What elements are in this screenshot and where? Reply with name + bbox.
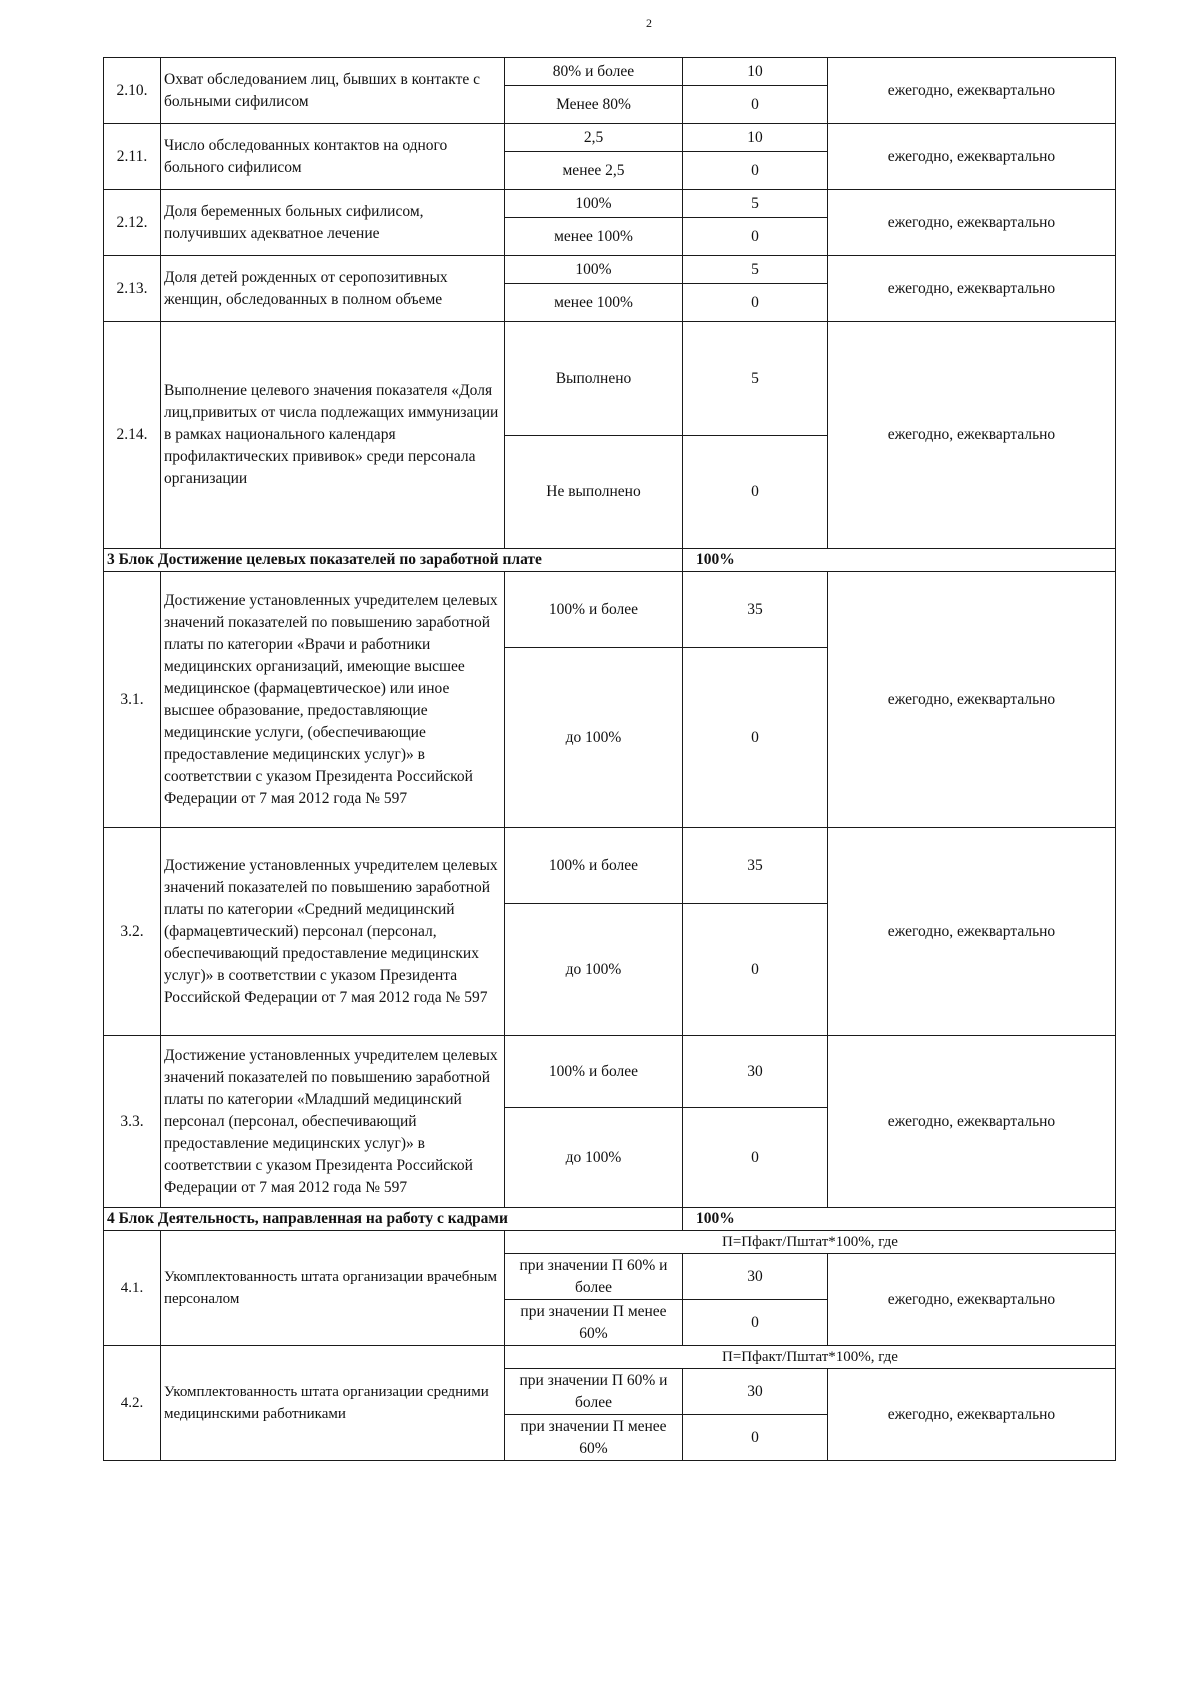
points-value: 0 bbox=[683, 904, 828, 1036]
criterion-value: при значении П 60% и более bbox=[505, 1254, 683, 1300]
points-value: 5 bbox=[683, 256, 828, 284]
criterion-value: менее 100% bbox=[505, 284, 683, 322]
section-title: 4 Блок Деятельность, направленная на работу с кадрами bbox=[104, 1208, 683, 1231]
table-row bbox=[104, 322, 1116, 436]
periodicity: ежегодно, ежеквартально bbox=[828, 256, 1116, 322]
criterion-value: 2,5 bbox=[505, 124, 683, 152]
periodicity: ежегодно, ежеквартально bbox=[828, 322, 1116, 549]
points-value: 0 bbox=[683, 436, 828, 549]
periodicity: ежегодно, ежеквартально bbox=[828, 124, 1116, 190]
periodicity: ежегодно, ежеквартально bbox=[828, 190, 1116, 256]
criteria-document bbox=[103, 57, 1115, 1461]
points-value: 10 bbox=[683, 124, 828, 152]
section-total: 100% bbox=[683, 1208, 1116, 1231]
criterion-value: 100% и более bbox=[505, 828, 683, 904]
row-number: 4.1. bbox=[104, 1231, 161, 1346]
table-row bbox=[104, 256, 1116, 284]
criterion-value: 100% bbox=[505, 190, 683, 218]
table-row bbox=[104, 1036, 1116, 1108]
section-title: 3 Блок Достижение целевых показателей по заработной плате bbox=[104, 549, 683, 572]
row-number: 3.1. bbox=[104, 572, 161, 828]
points-value: 35 bbox=[683, 572, 828, 648]
table-row bbox=[104, 1346, 1116, 1369]
row-number: 2.13. bbox=[104, 256, 161, 322]
section-header-block3 bbox=[104, 549, 1116, 572]
criterion-value: менее 100% bbox=[505, 218, 683, 256]
row-number: 3.2. bbox=[104, 828, 161, 1036]
points-value: 0 bbox=[683, 218, 828, 256]
indicator-description: Число обследованных контактов на одного больного сифилисом bbox=[161, 124, 505, 190]
criterion-value: до 100% bbox=[505, 1108, 683, 1208]
periodicity: ежегодно, ежеквартально bbox=[828, 1369, 1116, 1461]
indicator-description: Достижение установленных учредителем целевых значений показателей по повышению заработной платы по категории «Врачи и работники медицинских организаций, имеющие высшее медицинское (фармацевтическое) или иное высшее образование, предоставляющие медицинские услуги, (обеспечивающие предоставление медицинских услуг)» в соответствии с указом Президента Российской Федерации от 7 мая 2012 года № 597 bbox=[161, 572, 505, 828]
indicator-description: Укомплектованность штата организации средними медицинскими работниками bbox=[161, 1346, 505, 1461]
criterion-value: до 100% bbox=[505, 648, 683, 828]
criterion-value: 100% и более bbox=[505, 1036, 683, 1108]
indicator-description: Укомплектованность штата организации врачебным персоналом bbox=[161, 1231, 505, 1346]
indicator-description: Достижение установленных учредителем целевых значений показателей по повышению заработной платы по категории «Средний медицинский (фармацевтический) персонал (персонал, обеспечивающий предоставление медицинских услуг)» в соответствии с указом Президента Российской Федерации от 7 мая 2012 года № 597 bbox=[161, 828, 505, 1036]
criterion-value: 100% и более bbox=[505, 572, 683, 648]
indicator-description: Доля детей рожденных от серопозитивных женщин, обследованных в полном объеме bbox=[161, 256, 505, 322]
row-number: 3.3. bbox=[104, 1036, 161, 1208]
points-value: 5 bbox=[683, 190, 828, 218]
points-value: 0 bbox=[683, 86, 828, 124]
criterion-value: Не выполнено bbox=[505, 436, 683, 549]
criterion-value: при значении П менее 60% bbox=[505, 1415, 683, 1461]
criterion-value: 80% и более bbox=[505, 58, 683, 86]
table-row bbox=[104, 58, 1116, 86]
section-total: 100% bbox=[683, 549, 1116, 572]
criterion-value: при значении П менее 60% bbox=[505, 1300, 683, 1346]
indicator-description: Доля беременных больных сифилисом, получивших адекватное лечение bbox=[161, 190, 505, 256]
row-number: 4.2. bbox=[104, 1346, 161, 1461]
criterion-value: менее 2,5 bbox=[505, 152, 683, 190]
points-value: 5 bbox=[683, 322, 828, 436]
points-value: 0 bbox=[683, 648, 828, 828]
table-row bbox=[104, 1231, 1116, 1254]
points-value: 35 bbox=[683, 828, 828, 904]
points-value: 0 bbox=[683, 1415, 828, 1461]
indicator-description: Охват обследованием лиц, бывших в контакте с больными сифилисом bbox=[161, 58, 505, 124]
points-value: 0 bbox=[683, 152, 828, 190]
criterion-value: при значении П 60% и более bbox=[505, 1369, 683, 1415]
row-number: 2.12. bbox=[104, 190, 161, 256]
page-number: 2 bbox=[646, 16, 652, 30]
criterion-value: Менее 80% bbox=[505, 86, 683, 124]
section-header-block4 bbox=[104, 1208, 1116, 1231]
periodicity: ежегодно, ежеквартально bbox=[828, 1036, 1116, 1208]
table-row bbox=[104, 190, 1116, 218]
periodicity: ежегодно, ежеквартально bbox=[828, 58, 1116, 124]
indicator-description: Достижение установленных учредителем целевых значений показателей по повышению заработной платы по категории «Младший медицинский персонал (персонал, обеспечивающий предоставление медицинских услуг)» в соответствии с указом Президента Российской Федерации от 7 мая 2012 года № 597 bbox=[161, 1036, 505, 1208]
criterion-value: Выполнено bbox=[505, 322, 683, 436]
points-value: 0 bbox=[683, 284, 828, 322]
table-row bbox=[104, 124, 1116, 152]
points-value: 30 bbox=[683, 1254, 828, 1300]
periodicity: ежегодно, ежеквартально bbox=[828, 1254, 1116, 1346]
points-value: 0 bbox=[683, 1108, 828, 1208]
periodicity: ежегодно, ежеквартально bbox=[828, 828, 1116, 1036]
formula-text: П=Пфакт/Пштат*100%, где bbox=[505, 1346, 1116, 1369]
table-row bbox=[104, 572, 1116, 648]
points-value: 0 bbox=[683, 1300, 828, 1346]
row-number: 2.14. bbox=[104, 322, 161, 549]
row-number: 2.10. bbox=[104, 58, 161, 124]
row-number: 2.11. bbox=[104, 124, 161, 190]
periodicity: ежегодно, ежеквартально bbox=[828, 572, 1116, 828]
points-value: 30 bbox=[683, 1369, 828, 1415]
points-value: 10 bbox=[683, 58, 828, 86]
indicator-description: Выполнение целевого значения показателя «Доля лиц,привитых от числа подлежащих иммунизации в рамках национального календаря профилактических прививок» среди персонала организации bbox=[161, 322, 505, 549]
criterion-value: до 100% bbox=[505, 904, 683, 1036]
points-value: 30 bbox=[683, 1036, 828, 1108]
formula-text: П=Пфакт/Пштат*100%, где bbox=[505, 1231, 1116, 1254]
table-row bbox=[104, 828, 1116, 904]
criteria-table bbox=[103, 57, 1116, 1461]
criterion-value: 100% bbox=[505, 256, 683, 284]
